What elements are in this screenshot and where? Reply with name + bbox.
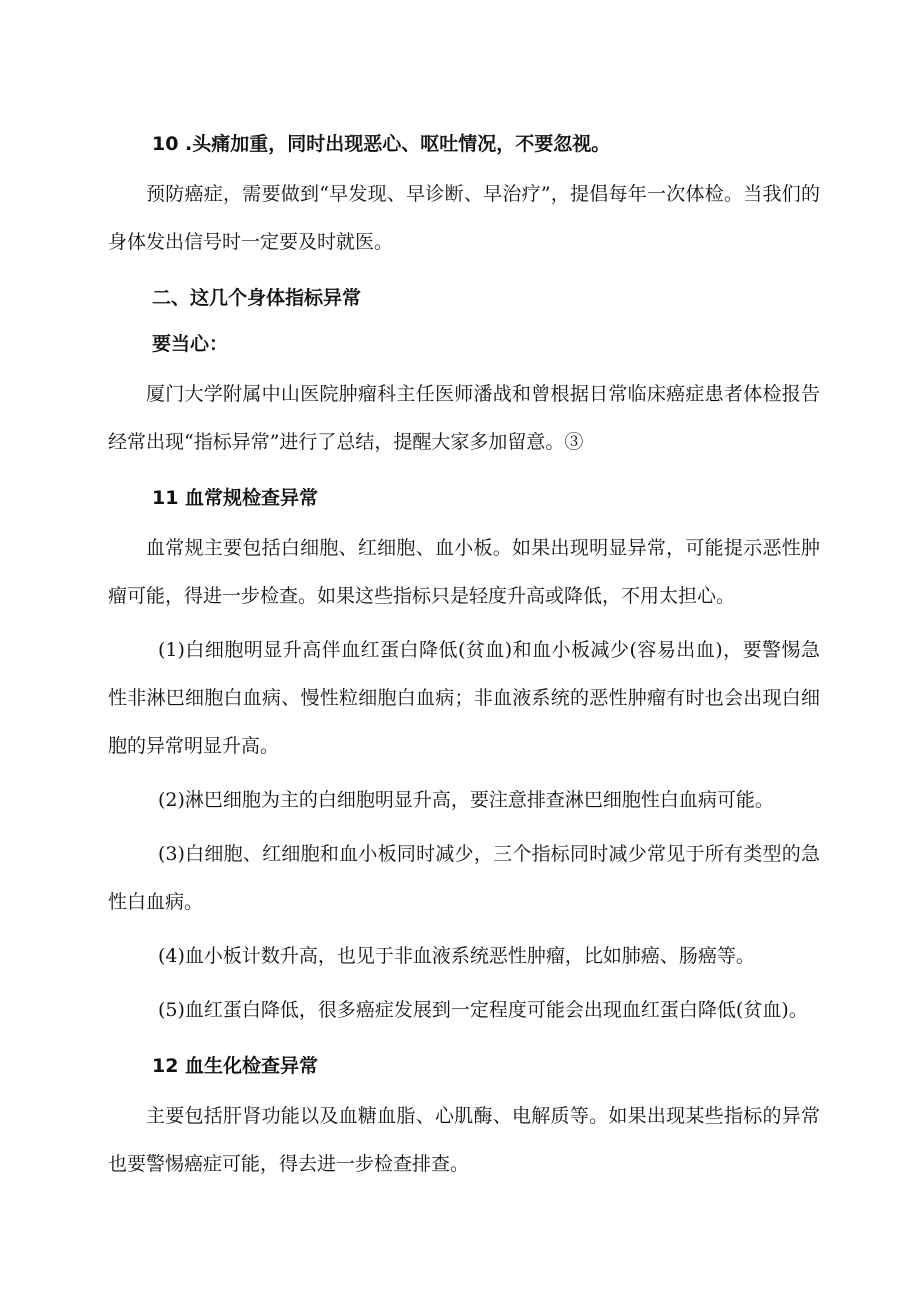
section-heading-2: 二、这几个身体指标异常	[152, 287, 362, 309]
paragraph-intro: 厦门大学附属中山医院肿瘤科主任医师潘战和曾根据日常临床癌症患者体检报告经常出现“指标异常”进行了总结，提醒大家多加留意。③	[108, 383, 820, 453]
heading-item-11: 11 血常规检查异常	[152, 487, 319, 509]
paragraph-prevention: 预防癌症，需要做到“早发现、早诊断、早治疗”，提倡每年一次体检。当我们的身体发出信号时一定要及时就医。	[108, 183, 820, 253]
list-item-5: (5)血红蛋白降低，很多癌症发展到一定程度可能会出现血红蛋白降低(贫血)。	[158, 999, 808, 1021]
list-item-2: (2)淋巴细胞为主的白细胞明显升高，要注意排查淋巴细胞性白血病可能。	[158, 789, 774, 811]
list-item-3: (3)白细胞、红细胞和血小板同时减少，三个指标同时减少常见于所有类型的急性白血病。	[108, 843, 820, 913]
document-page	[108, 124, 820, 1188]
heading-caution: 要当心：	[152, 333, 229, 355]
heading-item-10: 10 .头痛加重，同时出现恶心、呕吐情况，不要忽视。	[152, 133, 611, 155]
paragraph-blood-routine: 血常规主要包括白细胞、红细胞、血小板。如果出现明显异常，可能提示恶性肿瘤可能，得进一步检查。如果这些指标只是轻度升高或降低，不用太担心。	[108, 537, 820, 607]
paragraph-biochemistry: 主要包括肝肾功能以及血糖血脂、心肌酶、电解质等。如果出现某些指标的异常也要警惕癌症可能，得去进一步检查排查。	[108, 1105, 820, 1175]
list-item-1: (1)白细胞明显升高伴血红蛋白降低(贫血)和血小板减少(容易出血)，要警惕急性非淋巴细胞白血病、慢性粒细胞白血病；非血液系统的恶性肿瘤有时也会出现白细胞的异常明显升高。	[108, 639, 820, 757]
list-item-4: (4)血小板计数升高，也见于非血液系统恶性肿瘤，比如肺癌、肠癌等。	[158, 945, 755, 967]
heading-item-12: 12 血生化检查异常	[152, 1055, 319, 1077]
